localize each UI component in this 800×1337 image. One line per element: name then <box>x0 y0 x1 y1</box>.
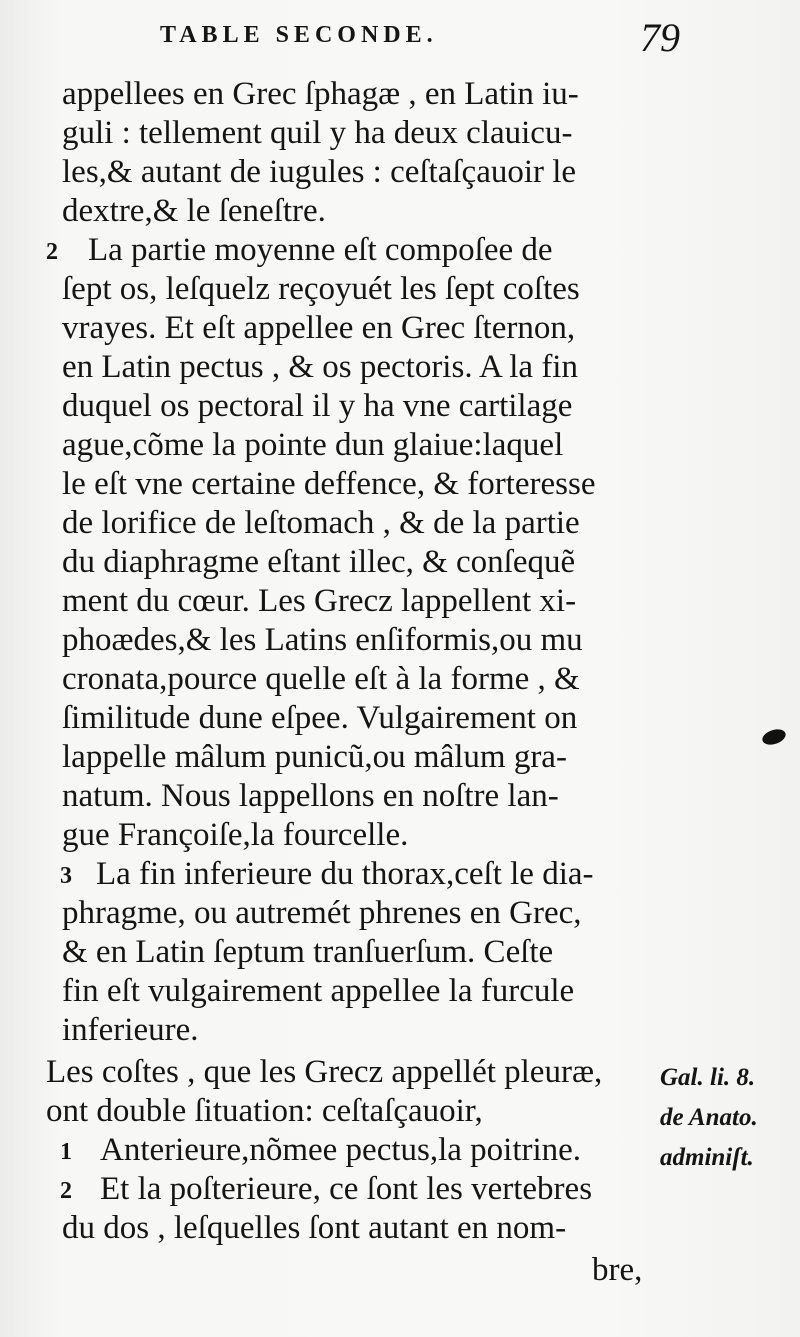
text-line: ſept os, leſquelz reçoyuét les ſept coſtes <box>62 271 580 307</box>
text-line: ont double ſituation: ceſtaſçauoir, <box>46 1093 483 1129</box>
text-line: ſimilitude dune eſpee. Vulgairement on <box>62 700 578 736</box>
text-line: & en Latin ſeptum tranſuerſum. Ceſte <box>62 934 554 970</box>
text-line: cronata,pource quelle eſt à la forme , & <box>62 661 580 697</box>
text-line: du diaphragme eſtant illec, & conſequẽ <box>62 544 576 580</box>
text-line: de lorifice de leſtomach , & de la partie <box>62 505 580 541</box>
running-head: TABLE SECONDE. <box>160 22 438 48</box>
text-line: ment du cœur. Les Grecz lappellent xi- <box>62 583 577 619</box>
text-line: gue Françoiſe,la fourcelle. <box>62 817 409 853</box>
margin-note-line: adminiſt. <box>660 1144 754 1171</box>
item-number: 2 <box>60 1178 72 1204</box>
text-line: lappelle mâlum punicũ,ou mâlum gra- <box>62 739 567 775</box>
text-line: inferieure. <box>62 1012 199 1048</box>
text-line: du dos , leſquelles ſont autant en nom- <box>62 1210 567 1246</box>
text-line: duquel os pectoral il y ha vne cartilage <box>62 388 573 424</box>
text-line: natum. Nous lappellons en noſtre lan- <box>62 778 559 814</box>
text-line: guli : tellement quil y ha deux clauicu- <box>62 115 573 151</box>
text-line: appellees en Grec ſphagæ , en Latin iu- <box>62 76 579 112</box>
item-number: 2 <box>46 239 58 265</box>
text-line: La partie moyenne eſt compoſee de <box>88 232 553 268</box>
item-number: 1 <box>60 1139 72 1165</box>
text-line: phoædes,& les Latins enſiformis,ou mu <box>62 622 583 658</box>
item-number: 3 <box>60 863 72 889</box>
text-line: phragme, ou autremét phrenes en Grec, <box>62 895 582 931</box>
margin-note-line: Gal. li. 8. <box>660 1064 756 1091</box>
text-line: Les coſtes , que les Grecz appellét pleuræ, <box>46 1054 603 1090</box>
text-line: les,& autant de iugules : ceſtaſçauoir le <box>62 154 577 190</box>
text-line: en Latin pectus , & os pectoris. A la fin <box>62 349 578 385</box>
text-line: Anterieure,nõmee pectus,la poitrine. <box>100 1132 582 1168</box>
margin-note-line: de Anato. <box>660 1104 758 1131</box>
text-line: le eſt vne certaine deffence, & forteresse <box>62 466 596 502</box>
text-line: La fin inferieure du thorax,ceſt le dia- <box>96 856 594 892</box>
ink-blot <box>760 727 787 748</box>
text-line: vrayes. Et eſt appellee en Grec ſternon, <box>62 310 576 346</box>
text-line: bre, <box>592 1252 643 1288</box>
text-line: dextre,& le ſeneſtre. <box>62 193 326 229</box>
text-line: ague,cõme la pointe dun glaiue:laquel <box>62 427 564 463</box>
text-line: fin eſt vulgairement appellee la furcule <box>62 973 575 1009</box>
text-line: Et la poſterieure, ce ſont les vertebres <box>100 1171 593 1207</box>
page-number: 79 <box>640 15 680 60</box>
margin-note <box>660 1058 800 1178</box>
